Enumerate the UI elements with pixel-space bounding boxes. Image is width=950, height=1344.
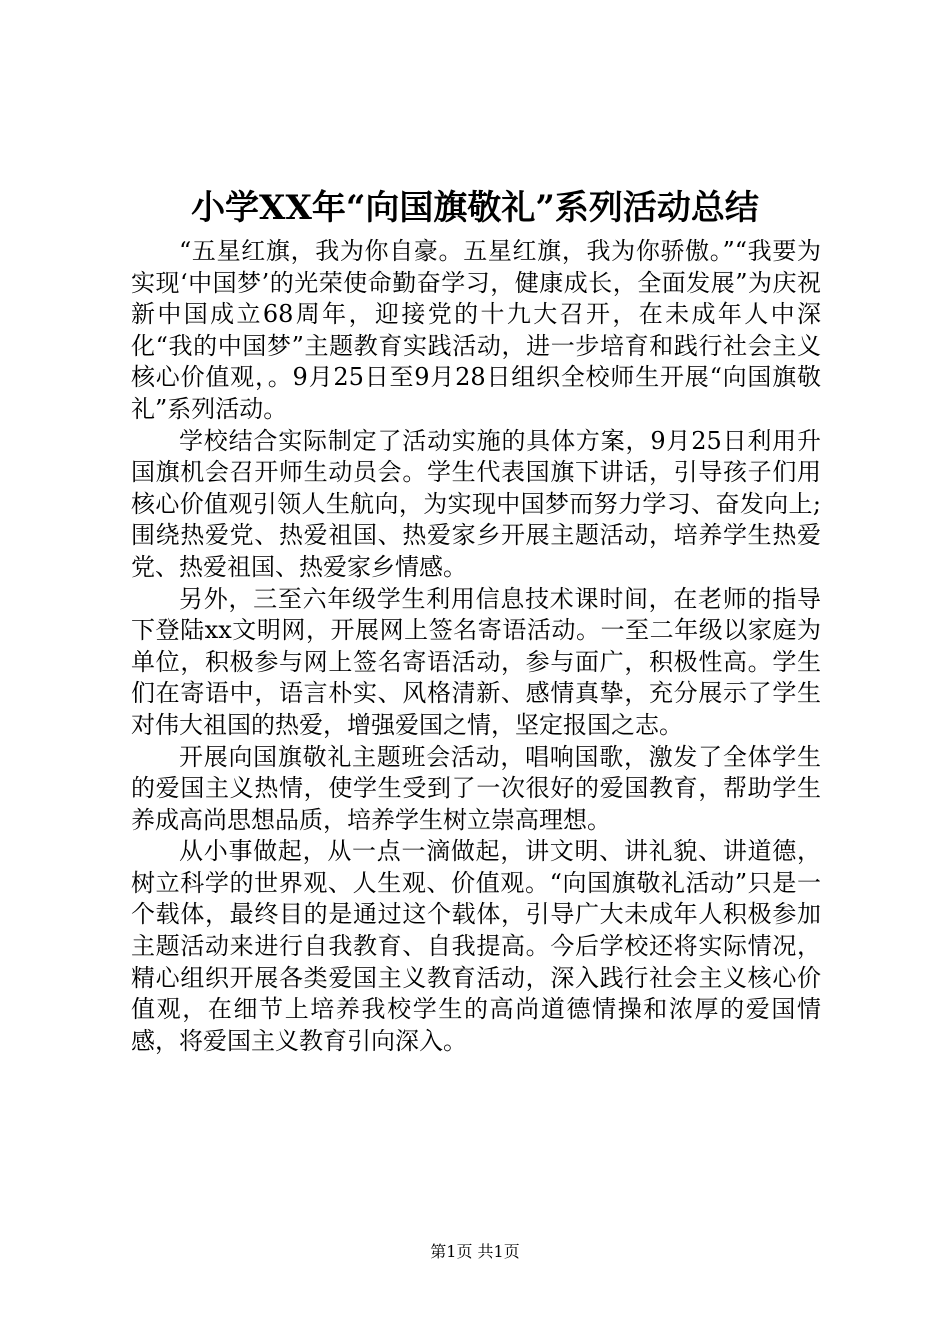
paragraph-4: 开展向国旗敬礼主题班会活动，唱响国歌，激发了全体学生的爱国主义热情，使学生受到了一次很好的爱国教育，帮助学生养成高尚思想品质，培养学生树立崇高理想。 xyxy=(131,742,821,834)
document-body xyxy=(131,236,821,1057)
document-title: 小学XX年“向国旗敬礼”系列活动总结 xyxy=(191,188,759,228)
paragraph-3: 另外，三至六年级学生利用信息技术课时间，在老师的指导下登陆xx文明网，开展网上签名寄语活动。一至二年级以家庭为单位，积极参与网上签名寄语活动，参与面广，积极性高。学生们在寄语中，语言朴实、风格清新、感情真挚，充分展示了学生对伟大祖国的热爱，增强爱国之情，坚定报国之志。 xyxy=(131,584,821,739)
page-footer: 第1页 共1页 xyxy=(430,1242,520,1261)
paragraph-1: “五星红旗，我为你自豪。五星红旗，我为你骄傲。”“我要为实现‘中国梦’的光荣使命勤奋学习，健康成长，全面发展”为庆祝新中国成立68周年，迎接党的十九大召开，在未成年人中深化“我的中国梦”主题教育实践活动，进一步培育和践行社会主义核心价值观，。9月25日至9月28日组织全校师生开展“向国旗敬礼”系列活动。 xyxy=(131,237,821,423)
paragraph-2: 学校结合实际制定了活动实施的具体方案，9月25日利用升国旗机会召开师生动员会。学生代表国旗下讲话，引导孩子们用核心价值观引领人生航向，为实现中国梦而努力学习、奋发向上;围绕热爱党、热爱祖国、热爱家乡开展主题活动，培养学生热爱党、热爱祖国、热爱家乡情感。 xyxy=(131,426,821,581)
paragraph-5: 从小事做起，从一点一滴做起，讲文明、讲礼貌、讲道德，树立科学的世界观、人生观、价值观。“向国旗敬礼活动”只是一个载体，最终目的是通过这个载体，引导广大未成年人积极参加主题活动来进行自我教育、自我提高。今后学校还将实际情况，精心组织开展各类爱国主义教育活动，深入践行社会主义核心价值观，在细节上培养我校学生的高尚道德情操和浓厚的爱国情感，将爱国主义教育引向深入。 xyxy=(131,837,821,1055)
